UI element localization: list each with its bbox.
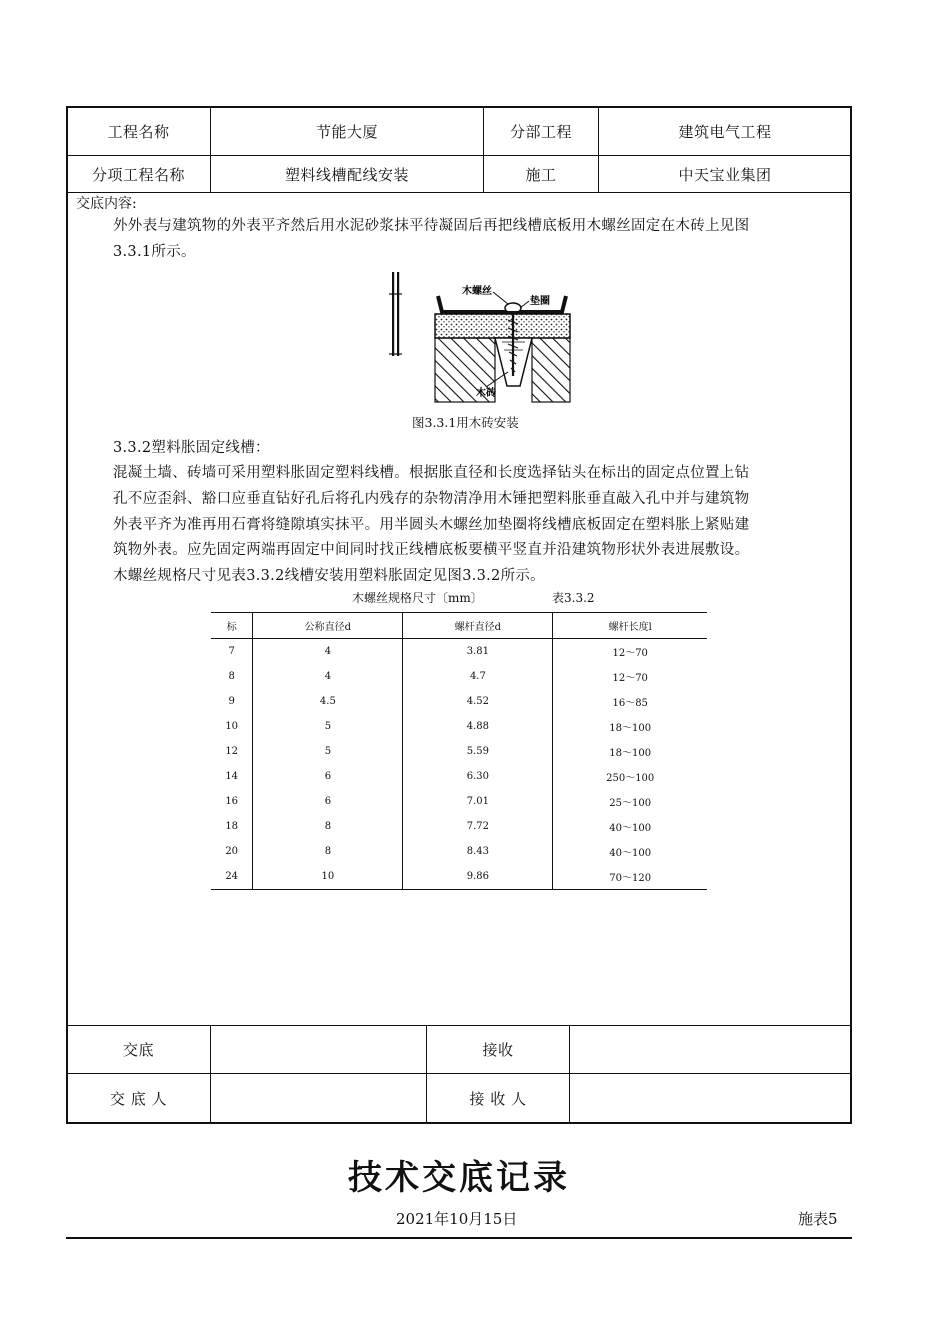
content-label: 交底内容: [76,196,137,212]
subitem-value: 塑料线槽配线安装 [284,165,409,184]
header-bottom-line [67,192,851,193]
division-label: 分部工程 [509,122,572,141]
para2-line1: 混凝土墙、砖墙可采用塑料胀固定塑料线槽。根据胀直径和长度选择钻头在标出的固定点位置上钻 [113,465,750,481]
table-row: 12 5 5.59 18～100 [211,739,707,764]
division-value: 建筑电气工程 [678,122,772,141]
receiver-label: 接 收 人 [469,1089,527,1108]
para2-line4: 筑物外表。应先固定两端再固定中间同时找正线槽底板要横平竖直并沿建筑物形状外表进展敷设。 [113,542,750,558]
screw-spec-table [211,612,707,890]
handover-signature-field[interactable] [211,1026,426,1073]
para1-line1: 外外表与建筑物的外表平齐然后用水泥砂浆抹平待凝固后再把线槽底板用木螺丝固定在木砖上见图 [113,218,750,234]
label-washer: 垫圈 [530,296,550,307]
table-row: 10 5 4.88 18～100 [211,714,707,739]
receiver-field[interactable] [570,1074,851,1122]
table-row: 14 6 6.30 250～100 [211,764,707,789]
handover-person-field[interactable] [211,1074,426,1122]
table-title: 木螺丝规格尺寸〔mm〕 [352,591,483,605]
section-heading: 3.3.2塑料胀固定线槽： [113,440,270,456]
table-row: 16 6 7.01 25～100 [211,789,707,814]
para1-line2: 3.3.1所示。 [113,244,196,260]
bottom-rule [66,1237,852,1239]
para2-line3: 外表平齐为准再用石膏将缝隙填实抹平。用半圆头木螺丝加垫圈将线槽底板固定在塑料胀上紧贴建 [113,517,750,533]
receive-label: 接收 [482,1041,514,1059]
side-detail-icon [389,272,402,356]
column-header: 公称直径d [253,613,403,639]
construction-label: 施工 [525,165,557,184]
wall-right [532,338,570,402]
table-row: 9 4.5 4.52 16～85 [211,689,707,714]
para2-line2: 孔不应歪斜、豁口应垂直钻好孔后将孔内残存的杂物清净用木锤把塑料胀垂直敲入孔中并与建筑物 [113,491,750,507]
table-number: 表3.3.2 [552,591,595,605]
table-row: 8 4 4.7 12～70 [211,664,707,689]
para2-line5: 木螺丝规格尺寸见表3.3.2线槽安装用塑料胀固定见图3.3.2所示。 [113,568,545,584]
column-header: 标 [211,613,253,639]
wood-brick-install-figure [380,268,580,408]
document-title: 技术交底记录 [348,1158,570,1198]
form-number: 施表5 [798,1210,838,1228]
table-row: 24 10 9.86 70～120 [211,864,707,890]
figure-caption: 图3.3.1用木砖安装 [412,415,519,430]
column-header: 螺杆直径d [403,613,553,639]
label-screw: 木螺丝 [462,286,492,297]
construction-value: 中天宝业集团 [678,165,772,184]
label-brick: 木砖 [476,388,496,399]
handover-person-label: 交 底 人 [109,1089,168,1108]
table-row: 20 8 8.43 40～100 [211,839,707,864]
table-row: 7 4 3.81 12～70 [211,639,707,665]
mortar-layer [435,314,570,338]
table-row: 18 8 7.72 40～100 [211,814,707,839]
subitem-label: 分项工程名称 [91,165,185,184]
project-name-label: 工程名称 [107,122,170,141]
project-name-value: 节能大厦 [315,122,378,141]
handover-label: 交底 [122,1041,154,1059]
document-date: 2021年10月15日 [396,1210,518,1228]
column-header: 螺杆长度l [553,613,707,639]
receive-signature-field[interactable] [570,1026,851,1073]
